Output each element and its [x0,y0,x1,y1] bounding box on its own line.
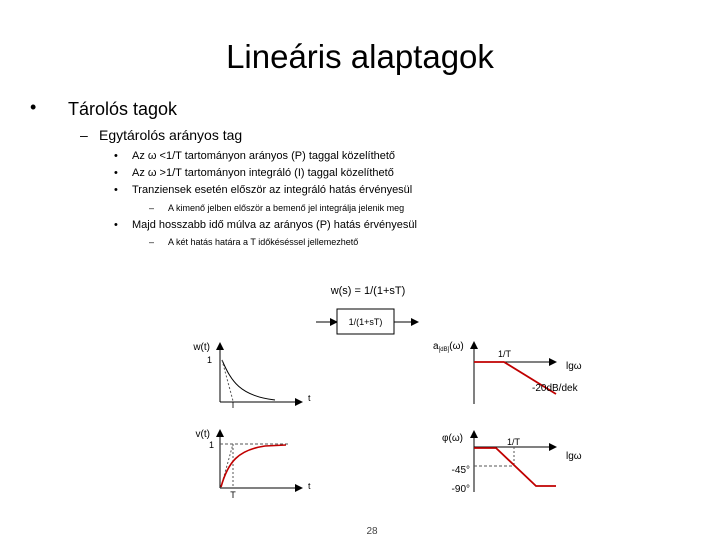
amp-xlabel: lgω [566,361,582,372]
transfer-block-label: 1/(1+sT) [348,317,383,327]
bullet-dash-l4: – [149,203,155,213]
page-number: 28 [366,526,378,537]
outline-l3-item: Az ω <1/T tartományon arányos (P) taggal közelíthető [132,150,396,162]
bullet-dot-l1: • [30,97,37,117]
w-T-label: T [230,400,236,410]
transfer-formula: w(s) = 1/(1+sT) [330,285,406,297]
slide-title: Lineáris alaptagok [226,38,494,75]
phase-corner-label: 1/T [507,437,521,447]
w-one-label: 1 [206,355,212,365]
bullet-dot-l3: • [114,219,118,231]
amplitude-plot [433,341,582,404]
w-tangent-dashed [222,360,233,401]
bullet-dot-l3: • [114,184,118,196]
outline-l4-b: A két hatás határa a T időkéséssel jellemezhető [168,237,359,247]
impulse-response-plot [192,342,311,410]
bullet-dash-l4: – [149,237,155,247]
outline-l2: Egytárolós arányos tag [99,127,243,143]
bullet-dash-l2: – [80,127,88,143]
bullet-dot-l3: • [114,167,118,179]
phase-xlabel: lgω [566,451,582,462]
outline-l3-item: Tranziensek esetén először az integráló hatás érvényesül [132,184,413,196]
outline-l3-item: Az ω >1/T tartományon integráló (I) taggal közelíthető [132,167,394,179]
amp-slope-label: -20dB/dek [532,383,578,394]
w-ylabel: w(t) [193,342,210,353]
w-curve [222,360,275,400]
phase-plot [442,431,582,495]
v-one-label: 1 [208,440,214,450]
outline-l3-last: Majd hosszabb idő múlva az arányos (P) hatás érvényesül [132,219,417,231]
outline-l4-a: A kimenő jelben először a bemenő jel integrálja jelenik meg [168,203,405,213]
outline-l1: Tárolós tagok [68,99,178,119]
w-t-label: t [308,393,311,403]
phase-45-label: -45° [451,465,470,476]
phase-asymptote [474,448,556,486]
v-T-label: T [230,490,236,500]
v-ylabel: v(t) [195,429,210,440]
phase-90-label: -90° [451,484,470,495]
phase-ylabel: φ(ω) [442,433,463,444]
amp-corner-label: 1/T [498,349,512,359]
amp-ylabel: $a_{[dB]}(\omega)$ [433,341,464,353]
step-response-plot [196,429,311,500]
v-t-label: t [308,481,311,491]
bullet-dot-l3: • [114,150,118,162]
